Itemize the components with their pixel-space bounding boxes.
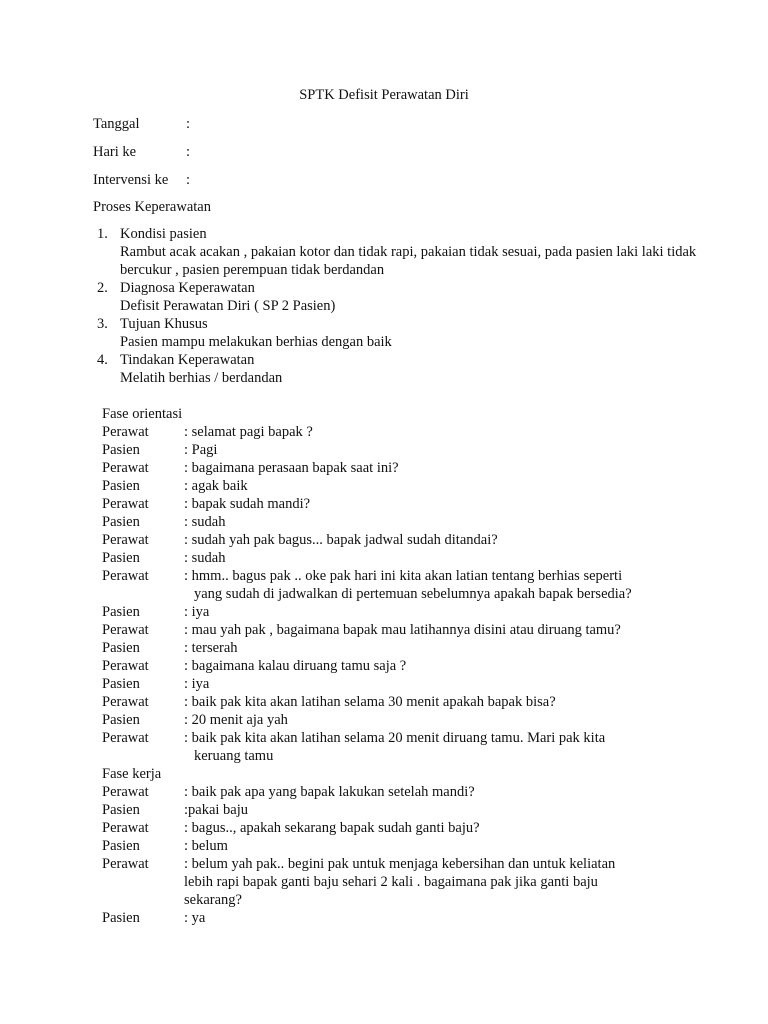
list-item [97, 315, 697, 351]
dialog-row [102, 441, 682, 459]
dialog-row [102, 801, 682, 819]
meta-label: Tanggal [93, 116, 140, 132]
speaker-label: Perawat [102, 784, 149, 800]
utterance-continuation: lebih rapi bapak ganti baju sehari 2 kali . bagaimana pak jika ganti baju [184, 874, 598, 890]
speaker-label: Perawat [102, 496, 149, 512]
item-body: Defisit Perawatan Diri ( SP 2 Pasien) [120, 298, 336, 314]
utterance: : ya [184, 910, 206, 926]
meta-intervensi-ke [93, 171, 190, 189]
dialog-row [102, 423, 682, 441]
dialog-row [102, 531, 682, 549]
dialog-row [102, 603, 682, 621]
item-heading: Tindakan Keperawatan [120, 352, 255, 368]
speaker-label: Pasien [102, 442, 140, 458]
speaker-label: Perawat [102, 568, 149, 584]
utterance: : selamat pagi bapak ? [184, 424, 313, 440]
speaker-label: Perawat [102, 694, 149, 710]
speaker-label: Perawat [102, 460, 149, 476]
utterance: : belum yah pak.. begini pak untuk menjaga kebersihan dan untuk keliatan [184, 856, 616, 872]
dialog-row [102, 549, 682, 567]
item-body: Rambut acak acakan , pakaian kotor dan tidak rapi, pakaian tidak sesuai, pada pasien laki laki tidak bercukur , pasien perempuan tidak berdandan [120, 244, 697, 278]
utterance-continuation: keruang tamu [194, 748, 274, 764]
utterance: : bagaimana kalau diruang tamu saja ? [184, 658, 407, 674]
utterance: : sudah [184, 550, 226, 566]
speaker-label: Perawat [102, 856, 149, 872]
utterance: : bagaimana perasaan bapak saat ini? [184, 460, 399, 476]
dialog-row [102, 567, 682, 603]
meta-value: : [186, 144, 191, 160]
list-item [97, 225, 697, 279]
utterance: : mau yah pak , bagaimana bapak mau latihannya disini atau diruang tamu? [184, 622, 621, 638]
item-number: 4. [97, 352, 108, 368]
dialog-row [102, 693, 682, 711]
dialog-row [102, 621, 682, 639]
speaker-label: Pasien [102, 604, 140, 620]
speaker-label: Perawat [102, 622, 149, 638]
dialog-row [102, 675, 682, 693]
utterance-continuation: sekarang? [184, 892, 242, 908]
utterance: : sudah [184, 514, 226, 530]
speaker-label: Perawat [102, 730, 149, 746]
meta-value: : [186, 172, 191, 188]
speaker-label: Pasien [102, 676, 140, 692]
phase-heading: Fase kerja [102, 766, 162, 782]
meta-tanggal [93, 115, 190, 133]
list-item [97, 351, 697, 387]
dialog-row [102, 819, 682, 837]
speaker-label: Pasien [102, 910, 140, 926]
speaker-label: Perawat [102, 532, 149, 548]
dialog-row [102, 657, 682, 675]
utterance: : baik pak apa yang bapak lakukan setelah mandi? [184, 784, 475, 800]
item-heading: Tujuan Khusus [120, 316, 208, 332]
item-heading: Diagnosa Keperawatan [120, 280, 255, 296]
item-number: 3. [97, 316, 108, 332]
list-item [97, 279, 697, 315]
process-title: Proses Keperawatan [93, 199, 211, 215]
speaker-label: Pasien [102, 550, 140, 566]
dialog-section [102, 405, 682, 927]
utterance: : baik pak kita akan latihan selama 20 menit diruang tamu. Mari pak kita [184, 730, 606, 746]
utterance: : hmm.. bagus pak .. oke pak hari ini kita akan latian tentang berhias seperti [184, 568, 623, 584]
utterance: : 20 menit aja yah [184, 712, 288, 728]
utterance: : bagus.., apakah sekarang bapak sudah ganti baju? [184, 820, 480, 836]
speaker-label: Perawat [102, 820, 149, 836]
item-heading: Kondisi pasien [120, 226, 207, 242]
item-body: Pasien mampu melakukan berhias dengan baik [120, 334, 392, 350]
dialog-row [102, 513, 682, 531]
dialog-row [102, 495, 682, 513]
utterance: : terserah [184, 640, 238, 656]
meta-value: : [186, 116, 191, 132]
item-body: Melatih berhias / berdandan [120, 370, 283, 386]
item-number: 2. [97, 280, 108, 296]
speaker-label: Pasien [102, 712, 140, 728]
dialog-row [102, 459, 682, 477]
speaker-label: Pasien [102, 514, 140, 530]
dialog-row [102, 711, 682, 729]
utterance: : baik pak kita akan latihan selama 30 menit apakah bapak bisa? [184, 694, 556, 710]
utterance: :pakai baju [184, 802, 249, 818]
dialog-row [102, 855, 682, 909]
speaker-label: Perawat [102, 424, 149, 440]
dialog-row [102, 837, 682, 855]
utterance-continuation: yang sudah di jadwalkan di pertemuan sebelumnya apakah bapak bersedia? [194, 586, 632, 602]
speaker-label: Pasien [102, 640, 140, 656]
document-title: SPTK Defisit Perawatan Diri [299, 87, 469, 103]
phase-heading: Fase orientasi [102, 406, 183, 422]
dialog-row [102, 477, 682, 495]
meta-label: Hari ke [93, 144, 137, 160]
meta-hari-ke [93, 143, 190, 161]
dialog-row [102, 909, 682, 927]
item-number: 1. [97, 226, 108, 242]
speaker-label: Pasien [102, 838, 140, 854]
utterance: : agak baik [184, 478, 248, 494]
process-list [97, 225, 697, 387]
dialog-row [102, 783, 682, 801]
speaker-label: Pasien [102, 478, 140, 494]
dialog-row [102, 729, 682, 765]
utterance: : sudah yah pak bagus... bapak jadwal sudah ditandai? [184, 532, 498, 548]
dialog-row [102, 639, 682, 657]
utterance: : iya [184, 676, 210, 692]
utterance: : iya [184, 604, 210, 620]
speaker-label: Pasien [102, 802, 140, 818]
utterance: : belum [184, 838, 228, 854]
speaker-label: Perawat [102, 658, 149, 674]
utterance: : Pagi [184, 442, 218, 458]
meta-label: Intervensi ke [93, 172, 169, 188]
utterance: : bapak sudah mandi? [184, 496, 311, 512]
